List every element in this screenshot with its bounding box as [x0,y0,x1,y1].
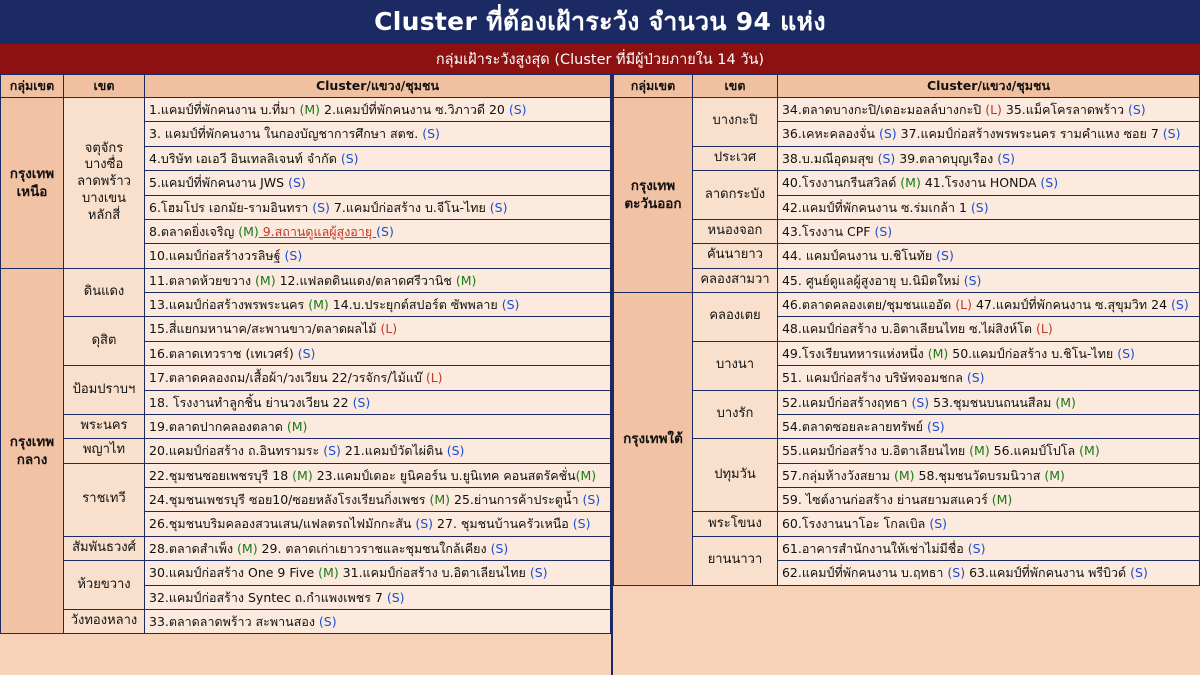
cluster-size-tag: (L) [985,102,1002,117]
cluster-cell [145,195,611,219]
cluster-size-tag: (S) [936,248,954,264]
cluster-size-tag: (S) [501,297,520,312]
cluster-name: 40.โรงงานกรีนสวิลด์ [781,175,901,191]
district-cell: วังทองหลาง [64,609,145,633]
table-row [1,366,611,390]
cluster-cell [777,317,1199,341]
cluster-name: 4.บริษัท เอเอวี อินเทลลิเจนท์ จำกัด [149,150,341,166]
cluster-cell [777,171,1199,195]
cluster-cell [777,268,1199,292]
cluster-cell [145,122,611,146]
cluster-name: 49.โรงเรียนทหารแห่งหนึ่ง [781,345,928,361]
cluster-name: 52.แคมป์ก่อสร้างฤทธา [781,394,912,410]
district-cell: คลองเตย [692,293,777,342]
cluster-size-tag: (S) [1162,126,1181,142]
table-row [1,536,611,560]
cluster-cell [777,390,1199,414]
cluster-size-tag: (S) [967,540,986,556]
cluster-name: 36.เคหะคลองจั่น [781,126,879,142]
cluster-cell [145,219,611,243]
district-cell: ป้อมปราบฯ [64,366,145,415]
cluster-size-tag: (S) [1127,102,1146,117]
cluster-cell [145,512,611,536]
cluster-size-tag: (S) [926,418,945,434]
cluster-cell [777,439,1199,463]
cluster-cell [145,98,611,122]
cluster-name: 21.แคมป์วัดไผ่ดิน [340,443,447,459]
cluster-cell [777,341,1199,365]
cluster-name: 15.สี่แยกมหานาค/สะพานขาว/ตลาดผลไม้ [149,321,381,337]
table-row [613,512,1199,536]
table-row [1,561,611,585]
cluster-name: 12.แฟลตดินแดง/ตลาดศรีวานิช [275,272,456,288]
col-header-cluster: Cluster/แขวง/ชุมชน [777,75,1199,98]
cluster-size-tag: (S) [947,565,966,581]
cluster-size-tag: (S) [582,492,601,507]
cluster-name: 59. ไซต์งานก่อสร้าง ย่านสยามสแควร์ [781,492,992,507]
cluster-size-tag: (M) [286,418,308,434]
cluster-size-tag: (S) [376,223,394,239]
district-name: จตุจักร [84,140,124,156]
cluster-size-tag: (S) [489,199,508,215]
district-name: บางซื่อ [84,157,124,173]
cluster-size-tag: (S) [340,150,359,166]
table-header-row [613,75,1199,98]
cluster-size-tag: (S) [1040,175,1059,191]
table-row [613,341,1199,365]
cluster-cell [145,244,611,268]
cluster-name: 39.ตลาดบุญเรือง [895,150,998,166]
cluster-name: 47.แคมป์ที่พักคนงาน ซ.สุขุมวิท 24 [971,297,1172,312]
district-name: หลักสี่ [87,208,121,224]
district-cell: บางนา [692,341,777,390]
cluster-name: 25.ย่านการค้าประตูน้ำ [450,492,583,507]
cluster-size-tag: (S) [1117,345,1135,361]
cluster-size-tag: (S) [529,565,548,581]
cluster-name: 51. แคมป์ก่อสร้าง บริษัทจอมชกล [781,370,967,386]
cluster-name: 13.แคมป์ก่อสร้างพรพระนคร [149,297,309,312]
group-cell: กรุงเทพกลาง [1,268,64,634]
district-cell: ปทุมวัน [692,439,777,512]
cluster-name: 24.ชุมชนเพชรบุรี ซอย10/ซอยหลังโรงเรียนกิ่งเพชร [149,492,430,507]
cluster-cell [777,463,1199,487]
district-cell: พระโขนง [692,512,777,536]
col-header-district: เขต [692,75,777,98]
cluster-size-tag: (M) [927,345,949,361]
cluster-name: 63.แคมป์ที่พักคนงาน พรีบิวด์ [965,565,1131,581]
cluster-size-tag: (M) [255,272,276,288]
cluster-cell [777,98,1199,122]
cluster-name: 28.ตลาดสำเพ็ง [149,540,238,556]
table-row [1,317,611,341]
cluster-size-tag: (S) [970,199,989,215]
cluster-name: 34.ตลาดบางกะปิ/เดอะมอลล์บางกะปิ [781,102,986,117]
cluster-cell [777,293,1199,317]
cluster-cell [145,390,611,414]
cluster-size-tag: (M) [292,467,313,483]
cluster-name: 54.ตลาดซอยละลายทรัพย์ [781,418,927,434]
cluster-name: 11.ตลาดห้วยขวาง [149,272,256,288]
cluster-name: 2.แคมป์ที่พักคนงาน ซ.วิภาวดี 20 [320,102,509,117]
table-row [1,268,611,292]
cluster-size-tag: (M) [1079,443,1100,459]
cluster-size-tag: (M) [894,467,915,483]
left-table [0,74,611,634]
page-subtitle-text: กลุ่มเฝ้าระวังสูงสุด (Cluster ที่มีผู้ป่วยภายใน 14 วัน) [435,51,765,68]
cluster-size-tag: (M) [308,297,329,312]
cluster-size-tag: (M) [237,540,258,556]
cluster-name: 41.โรงงาน HONDA [920,175,1041,191]
cluster-name: 22.ชุมชนซอยเพชรบุรี 18 [149,467,293,483]
cluster-cell [777,366,1199,390]
district-cell: ดินแดง [64,268,145,317]
cluster-cell [777,146,1199,170]
cluster-cell [145,561,611,585]
cluster-size-tag: (S) [929,516,948,532]
cluster-name: 38.บ.มณีอุดมสุข [781,150,878,166]
table-row [613,98,1199,122]
cluster-cell [145,293,611,317]
cluster-size-tag: (S) [446,443,465,459]
cluster-name: 62.แคมป์ที่พักคนงาน บ.ฤทธา [781,565,948,581]
table-row [1,463,611,487]
cluster-size-tag: (S) [284,248,303,264]
district-cell: ประเวศ [692,146,777,170]
cluster-cell [145,463,611,487]
table-row [613,171,1199,195]
cluster-size-tag: (M) [318,565,339,581]
table-row [613,439,1199,463]
cluster-size-tag: (S) [288,175,306,191]
cluster-name: 6.โฮมโปร เอกมัย-รามอินทรา [149,199,313,215]
district-cell: บางรัก [692,390,777,439]
group-cell: กรุงเทพใต้ [613,293,692,586]
cluster-cell [145,536,611,560]
cluster-size-tag: (M) [455,272,477,288]
cluster-name: 42.แคมป์ที่พักคนงาน ซ.ร่มเกล้า 1 [781,199,971,215]
group-cell: กรุงเทพเหนือ [1,98,64,269]
page-title-text: Cluster ที่ต้องเฝ้าระวัง จำนวน 94 แห่ง [374,7,826,36]
cluster-cell [145,414,611,438]
cluster-name: 57.กลุ่มห้างวังสยาม [781,467,895,483]
district-cell: พระนคร [64,414,145,438]
district-cell: ราชเทวี [64,463,145,536]
cluster-size-tag: (M) [900,175,921,191]
col-header-group: กลุ่มเขต [1,75,64,98]
cluster-name: 61.อาคารสำนักงานให้เช่าไม่มีชื่อ [781,540,968,556]
cluster-name: 45. ศูนย์ดูแลผู้สูงอายุ บ.นิมิตใหม่ [781,272,964,288]
cluster-size-tag: (M) [969,443,990,459]
cluster-cell [777,195,1199,219]
cluster-name: 50.แคมป์ก่อสร้าง บ.ชิโน-ไทย [948,345,1118,361]
col-header-cluster: Cluster/แขวง/ชุมชน [145,75,611,98]
cluster-name: 37.แคมป์ก่อสร้างพรพระนคร รามคำแหง ซอย 7 [896,126,1163,142]
cluster-cell [145,317,611,341]
cluster-size-tag: (S) [997,150,1015,166]
cluster-size-tag: (S) [415,516,434,532]
cluster-cell [145,146,611,170]
table-header-row [1,75,611,98]
cluster-name: 29. ตลาดเก่าเยาวราชและชุมชนใกล้เคียง [257,540,491,556]
cluster-name: 7.แคมป์ก่อสร้าง บ.จีโน-ไทย [329,199,490,215]
cluster-name: 33.ตลาดลาดพร้าว สะพานสอง [149,613,319,629]
cluster-name: 3. แคมป์ที่พักคนงาน ในกองบัญชาการศึกษา สตช. [149,126,423,142]
district-cell: ยานนาวา [692,536,777,585]
cluster-size-tag: (S) [490,540,509,556]
cluster-size-tag: (M) [1055,394,1076,410]
table-row [613,146,1199,170]
table-row [1,98,611,122]
cluster-name: 46.ตลาดคลองเตย/ชุมชนแออัด [781,297,956,312]
cluster-name: 44. แคมป์คนงาน บ.ชิโนทัย [781,248,937,264]
cluster-name: 35.แม็คโครลาดพร้าว [1001,102,1128,117]
table-row [613,390,1199,414]
col-header-district: เขต [64,75,145,98]
cluster-name: 10.แคมป์ก่อสร้างวรลิษฐ์ [149,248,285,264]
cluster-cell [777,561,1199,585]
table-row [613,293,1199,317]
cluster-cell [777,488,1199,512]
cluster-cell [777,219,1199,243]
right-table-wrap [613,74,1200,675]
page-title [0,0,1200,44]
table-row [1,414,611,438]
page-subtitle [0,44,1200,74]
table-row [613,268,1199,292]
cluster-cell [145,268,611,292]
cluster-name: 14.บ.ประยุกต์สปอร์ต ซัพพลาย [328,297,502,312]
cluster-size-tag: (M) [991,492,1013,507]
cluster-size-tag: (S) [352,394,371,410]
cluster-cell [145,366,611,390]
cluster-name: 8.ตลาดยิ่งเจริญ [149,223,239,239]
cluster-cell [777,536,1199,560]
district-cell: ดุสิต [64,317,145,366]
right-table [613,74,1200,586]
cluster-cell [145,439,611,463]
cluster-cell [145,488,611,512]
cluster-size-tag: (M) [575,467,597,483]
cluster-size-tag: (S) [312,199,330,215]
cluster-size-tag: (S) [878,126,897,142]
cluster-size-tag: (S) [911,394,930,410]
table-row [613,219,1199,243]
left-table-wrap [0,74,613,675]
cluster-name: 60.โรงงานนาโอะ โกลเบิล [781,516,930,532]
district-cell: คันนายาว [692,244,777,268]
cluster-name: 27. ชุมชนบ้านครัวเหนือ [433,516,573,532]
district-cell: หนองจอก [692,219,777,243]
cluster-name: 53.ชุมชนบนถนนสีลม [929,394,1056,410]
cluster-size-tag: 9.สถานดูแลผู้สูงอายุ [258,223,377,239]
cluster-name: 30.แคมป์ก่อสร้าง One 9 Five [149,565,319,581]
cluster-size-tag: (S) [318,613,337,629]
cluster-size-tag: (S) [963,272,982,288]
cluster-cell [777,122,1199,146]
cluster-name: 26.ชุมชนบริมคลองสวนเสน/แฟลตรถไฟมักกะสัน [149,516,416,532]
cluster-cell [145,609,611,633]
cluster-size-tag: (S) [874,223,893,239]
district-cell: พญาไท [64,439,145,463]
cluster-name: 48.แคมป์ก่อสร้าง บ.อิตาเลียนไทย ซ.ไผ่สิงห์โต [781,321,1036,337]
cluster-name: 23.แคมป์เดอะ ยูนิคอร์น บ.ยูนิเทค คอนสตรัคชั่น [312,467,576,483]
cluster-size-tag: (M) [1044,467,1065,483]
cluster-cell [145,341,611,365]
table-row [613,244,1199,268]
district-cell: คลองสามวา [692,268,777,292]
district-cell: ลาดกระบัง [692,171,777,220]
cluster-size-tag: (M) [429,492,451,507]
district-cell: ห้วยขวาง [64,561,145,610]
cluster-size-tag: (S) [323,443,341,459]
cluster-name: 17.ตลาดคลองถม/เสื้อผ้า/วงเวียน 22/วรจักร/ไม้แบ๊ [149,370,426,386]
cluster-cell [777,414,1199,438]
table-row [1,439,611,463]
cluster-size-tag: (S) [877,150,896,166]
cluster-size-tag: (S) [422,126,440,142]
cluster-size-tag: (L) [955,297,972,312]
cluster-name: 58.ชุมชนวัดบรมนิวาส [914,467,1045,483]
cluster-name: 43.โรงงาน CPF [781,223,875,239]
cluster-size-tag: (M) [299,102,321,117]
cluster-size-tag: (S) [966,370,985,386]
cluster-name: 16.ตลาดเทวราช (เทเวศร์) [149,345,298,361]
cluster-size-tag: (S) [572,516,591,532]
cluster-name: 56.แคมป์โปโล [989,443,1080,459]
cluster-name: 19.ตลาดปากคลองตลาด [149,418,287,434]
cluster-tables [0,74,1200,675]
cluster-name: 31.แคมป์ก่อสร้าง บ.อิตาเลียนไทย [338,565,530,581]
cluster-size-tag: (L) [425,370,443,386]
cluster-size-tag: (S) [508,102,527,117]
cluster-size-tag: (L) [380,321,398,337]
table-row [613,536,1199,560]
cluster-cell [145,585,611,609]
cluster-name: 1.แคมป์ที่พักคนงาน บ.ที่มา [149,102,300,117]
district-name: ลาดพร้าว [77,174,131,190]
cluster-size-tag: (S) [386,589,405,605]
cluster-cell [145,171,611,195]
cluster-size-tag: (S) [297,345,316,361]
cluster-cell [777,512,1199,536]
district-cell [64,98,145,269]
group-cell: กรุงเทพตะวันออก [613,98,692,293]
cluster-name: 55.แคมป์ก่อสร้าง บ.อิตาเลียนไทย [781,443,970,459]
district-cell: บางกะปิ [692,98,777,147]
district-name: บางเขน [81,191,127,207]
col-header-group: กลุ่มเขต [613,75,692,98]
cluster-name: 5.แคมป์ที่พักคนงาน JWS [149,175,289,191]
cluster-cell [777,244,1199,268]
cluster-size-tag: (M) [238,223,259,239]
cluster-size-tag: (L) [1036,321,1053,337]
cluster-size-tag: (S) [1130,565,1148,581]
cluster-name: 32.แคมป์ก่อสร้าง Syntec ถ.กำแพงเพชร 7 [149,589,387,605]
cluster-name: 20.แคมป์ก่อสร้าง ถ.อินทรามระ [149,443,324,459]
cluster-size-tag: (S) [1171,297,1189,312]
cluster-name: 18. โรงงานทำลูกชิ้น ย่านวงเวียน 22 [149,394,353,410]
table-row [1,609,611,633]
district-cell: สัมพันธวงศ์ [64,536,145,560]
